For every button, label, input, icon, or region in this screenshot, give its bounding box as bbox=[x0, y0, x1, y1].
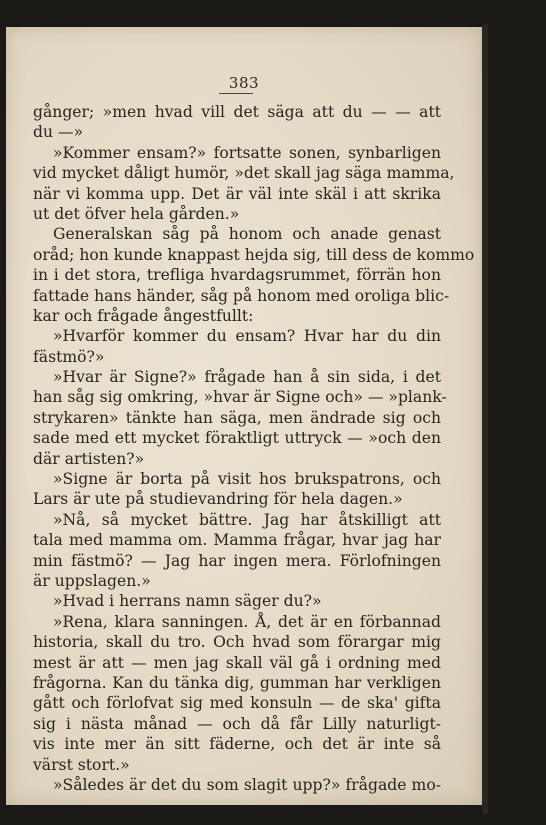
text-line: fattade hans händer, såg på honom med oroliga blic- bbox=[33, 286, 450, 305]
text-line: oråd; hon kunde knappast hejda sig, till dess de kommo bbox=[33, 245, 475, 264]
text-line: ut det öfver hela gården.» bbox=[33, 204, 240, 223]
text-line: sig i nästa månad — och då får Lilly naturligt- bbox=[33, 714, 441, 733]
text-line: frågorna. Kan du tänka dig, gumman har verkligen bbox=[33, 673, 441, 692]
text-line: »Rena, klara sanningen. Å, det är en förbannad bbox=[53, 612, 441, 631]
page-edge-shadow bbox=[482, 24, 488, 814]
text-line: »Hvar är Signe?» frågade han å sin sida, i det bbox=[53, 368, 441, 387]
book-page bbox=[6, 27, 482, 805]
text-line: där artisten?» bbox=[33, 449, 145, 468]
text-line: »Kommer ensam?» fortsatte sonen, synbarligen bbox=[53, 143, 441, 162]
text-line: in i det stora, trefliga hvardagsrummet, förrän hon bbox=[33, 266, 441, 285]
text-line: strykaren» tänkte han säga, men ändrade sig och bbox=[33, 408, 441, 427]
text-line: »Hvarför kommer du ensam? Hvar har du din bbox=[53, 327, 441, 346]
text-line: du —» bbox=[33, 123, 84, 142]
body-text bbox=[33, 102, 475, 795]
text-line: »Signe är borta på visit hos brukspatrons, och bbox=[53, 470, 441, 489]
text-line: »Nå, så mycket bättre. Jag har åtskilligt att bbox=[53, 510, 441, 529]
text-line: »Således är det du som slagit upp?» frågade mo- bbox=[53, 775, 441, 794]
text-line: han såg sig omkring, »hvar är Signe och» — »plank- bbox=[33, 388, 447, 407]
text-line: värst stort.» bbox=[33, 755, 130, 774]
text-line: är uppslagen.» bbox=[33, 571, 151, 590]
text-line: Lars är ute på studievandring för hela dagen.» bbox=[33, 490, 403, 509]
text-line: vis inte mer än sitt fäderne, och det är inte så bbox=[33, 735, 441, 754]
text-line: tala med mamma om. Mamma frågar, hvar jag har bbox=[33, 531, 441, 550]
text-line: fästmö?» bbox=[33, 347, 105, 366]
text-line: min fästmö? — Jag har ingen mera. Förlofningen bbox=[33, 551, 441, 570]
text-line: vid mycket dåligt humör, »det skall jag säga mamma, bbox=[33, 164, 455, 183]
text-line: kar och frågade ångestfullt: bbox=[33, 306, 254, 325]
text-line: mest är att — men jag skall väl gå i ordning med bbox=[33, 653, 441, 672]
text-line: historia, skall du tro. Och hvad som förargar mig bbox=[33, 633, 441, 652]
text-line: gått och förlofvat sig med konsuln — de ska' gifta bbox=[33, 694, 441, 713]
text-line: sade med ett mycket föraktligt uttryck — »och den bbox=[33, 429, 441, 448]
text-line: när vi komma upp. Det är väl inte skäl i att skrika bbox=[33, 184, 441, 203]
page-number-rule bbox=[219, 93, 253, 94]
text-line: »Hvad i herrans namn säger du?» bbox=[53, 592, 322, 611]
text-line: gånger; »men hvad vill det säga att du — — att bbox=[33, 103, 441, 121]
page-number: 383 bbox=[228, 74, 260, 92]
text-line: Generalskan såg på honom och anade genast bbox=[53, 225, 441, 244]
